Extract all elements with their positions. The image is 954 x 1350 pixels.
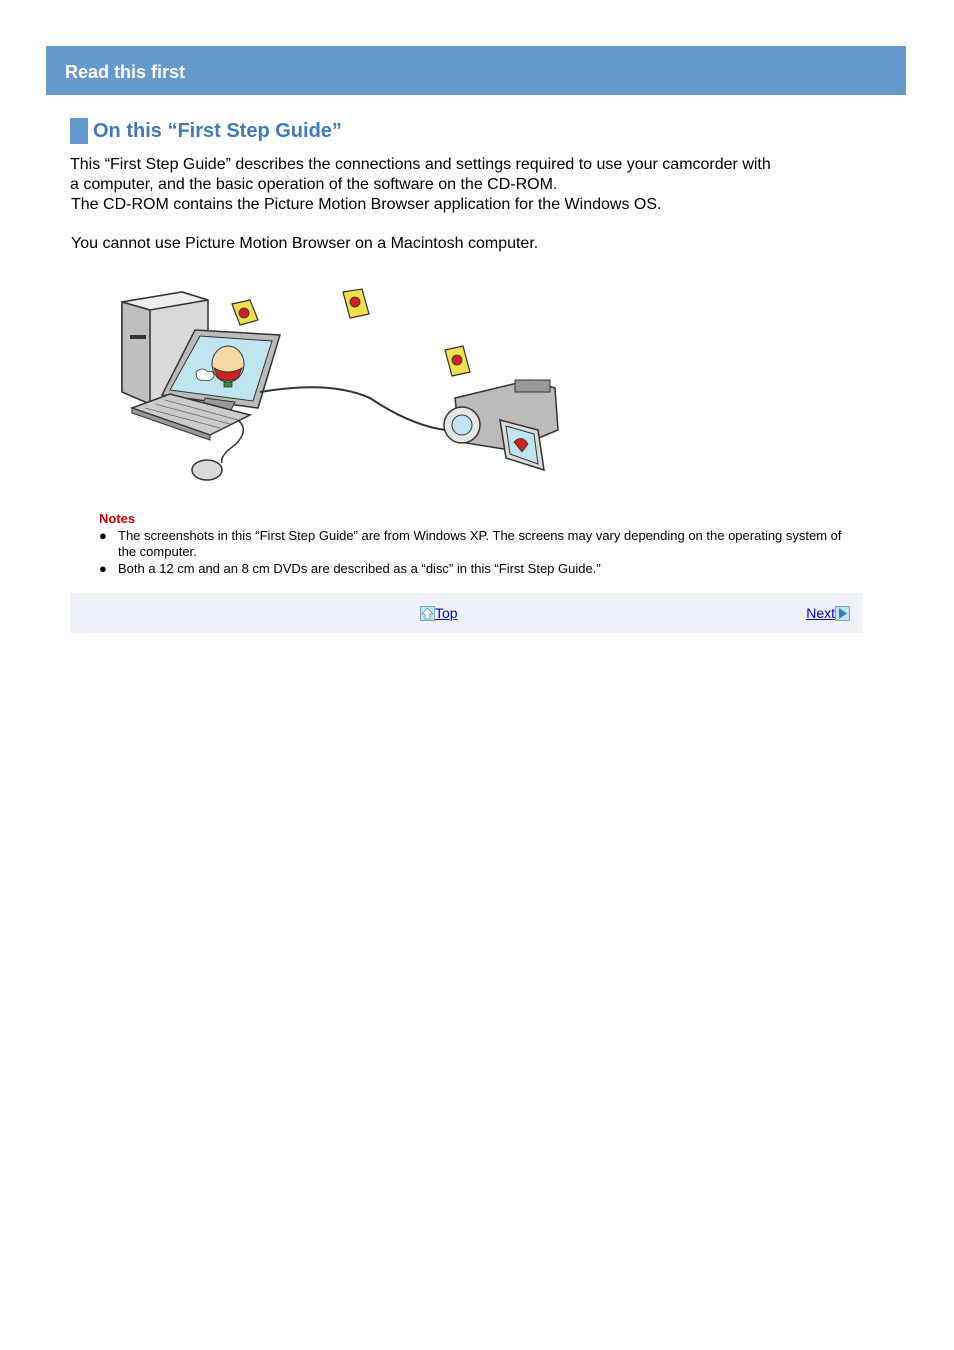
body-line-2: a computer, and the basic operation of the software on the CD-ROM. [70, 176, 558, 193]
footer-nav [70, 593, 862, 633]
list-item [99, 528, 859, 560]
body-line-3: The CD-ROM contains the Picture Motion Browser application for the Windows OS. [71, 196, 662, 213]
next-arrow-icon [835, 606, 850, 621]
body-line-1: This “First Step Guide” describes the connections and settings required to use your camcorder with [70, 156, 771, 173]
body-text [70, 155, 860, 254]
list-item [99, 561, 859, 577]
bullet-icon: ● [99, 528, 107, 543]
header-title: Read this first [65, 62, 186, 82]
up-arrow-icon [420, 606, 435, 621]
notes-title: Notes [99, 511, 136, 526]
body-line-4: You cannot use Picture Motion Browser on a Macintosh computer. [71, 235, 539, 252]
bullet-icon: ● [99, 561, 107, 576]
computer-camcorder-illustration [110, 280, 570, 485]
section-title: On this “First Step Guide” [93, 119, 342, 142]
next-link-label[interactable]: Next [806, 605, 835, 621]
header-bar [46, 46, 906, 95]
section-heading [70, 118, 342, 144]
usb-cable [260, 387, 445, 430]
note-text: The screenshots in this “First Step Guide” are from Windows XP. The screens may vary depending on the operating system of the computer. [118, 528, 842, 559]
camcorder-icon [444, 380, 558, 470]
notes-list [99, 528, 859, 577]
next-link[interactable] [806, 605, 850, 621]
section-marker [70, 118, 88, 144]
top-link-label[interactable]: Top [435, 605, 458, 621]
note-text: Both a 12 cm and an 8 cm DVDs are described as a “disc” in this “First Step Guide.” [118, 561, 601, 576]
notes-section [99, 511, 859, 578]
folder-icon [445, 346, 470, 376]
folder-icon [232, 300, 258, 325]
folder-icon [343, 289, 369, 318]
top-link[interactable] [420, 605, 458, 621]
